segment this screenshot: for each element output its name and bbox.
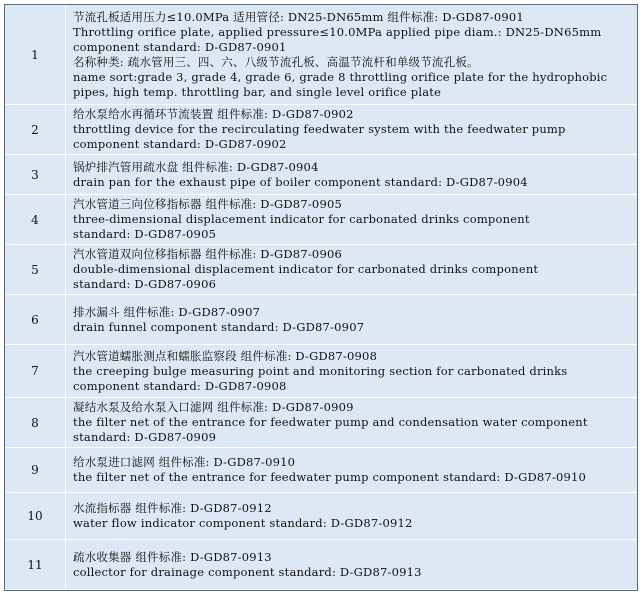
description-line: the filter net of the entrance for feedwater pump component standard: D-GD87-0910 xyxy=(73,470,587,484)
row-description xyxy=(73,155,633,194)
description-line: 排水漏斗 组件标准: D-GD87-0907 xyxy=(73,304,261,319)
description-line: drain pan for the exhaust pipe of boiler component standard: D-GD87-0904 xyxy=(73,174,528,189)
table-row xyxy=(5,195,637,245)
component-table xyxy=(4,4,638,591)
description-line: Throttling orifice plate, applied pressure≤10.0MPa applied pipe diam.: DN25-DN65mm xyxy=(73,24,602,39)
description-line: three-dimensional displacement indicator for carbonated drinks component xyxy=(73,212,530,226)
description-line: 疏水收集器 组件标准: D-GD87-0913 xyxy=(73,549,272,564)
description-line: drain funnel component standard: D-GD87-0907 xyxy=(73,319,365,334)
row-number: 2 xyxy=(5,105,66,154)
table-row xyxy=(5,105,637,155)
row-description xyxy=(73,540,633,589)
description-line: component standard: D-GD87-0908 xyxy=(73,378,287,393)
description-line: water flow indicator component standard: D-GD87-0912 xyxy=(73,516,413,530)
table-row xyxy=(5,295,637,345)
description-line: standard: D-GD87-0905 xyxy=(73,227,217,241)
description-line: 汽水管道双向位移指标器 组件标准: D-GD87-0906 xyxy=(73,247,342,261)
description-line: standard: D-GD87-0909 xyxy=(73,430,217,444)
row-description xyxy=(73,398,633,447)
description-line: throttling device for the recirculating feedwater system with the feedwater pump xyxy=(73,122,566,136)
description-line: 给水泵进口滤网 组件标准: D-GD87-0910 xyxy=(73,455,296,469)
table-row xyxy=(5,448,637,493)
row-number: 1 xyxy=(5,5,66,104)
row-description xyxy=(73,105,633,154)
description-line: the creeping bulge measuring point and monitoring section for carbonated drinks xyxy=(73,363,568,378)
row-description xyxy=(73,448,633,492)
table-row xyxy=(5,345,637,398)
description-line: pipes, high temp. throttling bar, and single level orifice plate xyxy=(73,84,442,99)
row-number: 5 xyxy=(5,245,66,294)
description-line: 节流孔板适用压力≤10.0MPa 适用管径: DN25-DN65mm 组件标准: D-GD87-0901 xyxy=(73,9,524,24)
row-number: 3 xyxy=(5,155,66,194)
description-line: 汽水管道三向位移指标器 组件标准: D-GD87-0905 xyxy=(73,197,342,211)
row-description xyxy=(73,245,633,294)
table-row xyxy=(5,245,637,295)
description-line: 名称种类: 疏水管用三、四、六、八级节流孔板、高温节流杆和单级节流孔板。 xyxy=(73,54,479,69)
description-line: double-dimensional displacement indicator for carbonated drinks component xyxy=(73,262,539,276)
row-description xyxy=(73,295,633,344)
description-line: the filter net of the entrance for feedwater pump and condensation water component xyxy=(73,415,588,429)
description-line: 给水泵给水再循环节流装置 组件标准: D-GD87-0902 xyxy=(73,107,354,121)
table-row xyxy=(5,5,637,105)
row-number: 11 xyxy=(5,540,66,589)
row-description xyxy=(73,345,633,397)
row-number: 4 xyxy=(5,195,66,244)
description-line: component standard: D-GD87-0902 xyxy=(73,137,287,151)
row-number: 6 xyxy=(5,295,66,344)
description-line: 汽水管道蠕胀测点和蠕胀监察段 组件标准: D-GD87-0908 xyxy=(73,348,378,363)
row-number: 7 xyxy=(5,345,66,397)
description-line: collector for drainage component standard: D-GD87-0913 xyxy=(73,564,422,579)
table-row xyxy=(5,540,637,590)
row-number: 8 xyxy=(5,398,66,447)
table-row xyxy=(5,398,637,448)
table-row xyxy=(5,493,637,540)
table-row xyxy=(5,155,637,195)
description-line: 锅炉排汽管用疏水盘 组件标准: D-GD87-0904 xyxy=(73,159,319,174)
description-line: name sort:grade 3, grade 4, grade 6, grade 8 throttling orifice plate for the hydrophobic xyxy=(73,69,608,84)
row-number: 9 xyxy=(5,448,66,492)
description-line: 凝结水泵及给水泵入口滤网 组件标准: D-GD87-0909 xyxy=(73,400,354,414)
description-line: component standard: D-GD87-0901 xyxy=(73,39,287,54)
row-number: 10 xyxy=(5,493,66,539)
description-line: standard: D-GD87-0906 xyxy=(73,277,217,291)
row-description xyxy=(73,5,633,104)
row-description xyxy=(73,493,633,539)
row-description xyxy=(73,195,633,244)
description-line: 水流指标器 组件标准: D-GD87-0912 xyxy=(73,501,272,515)
